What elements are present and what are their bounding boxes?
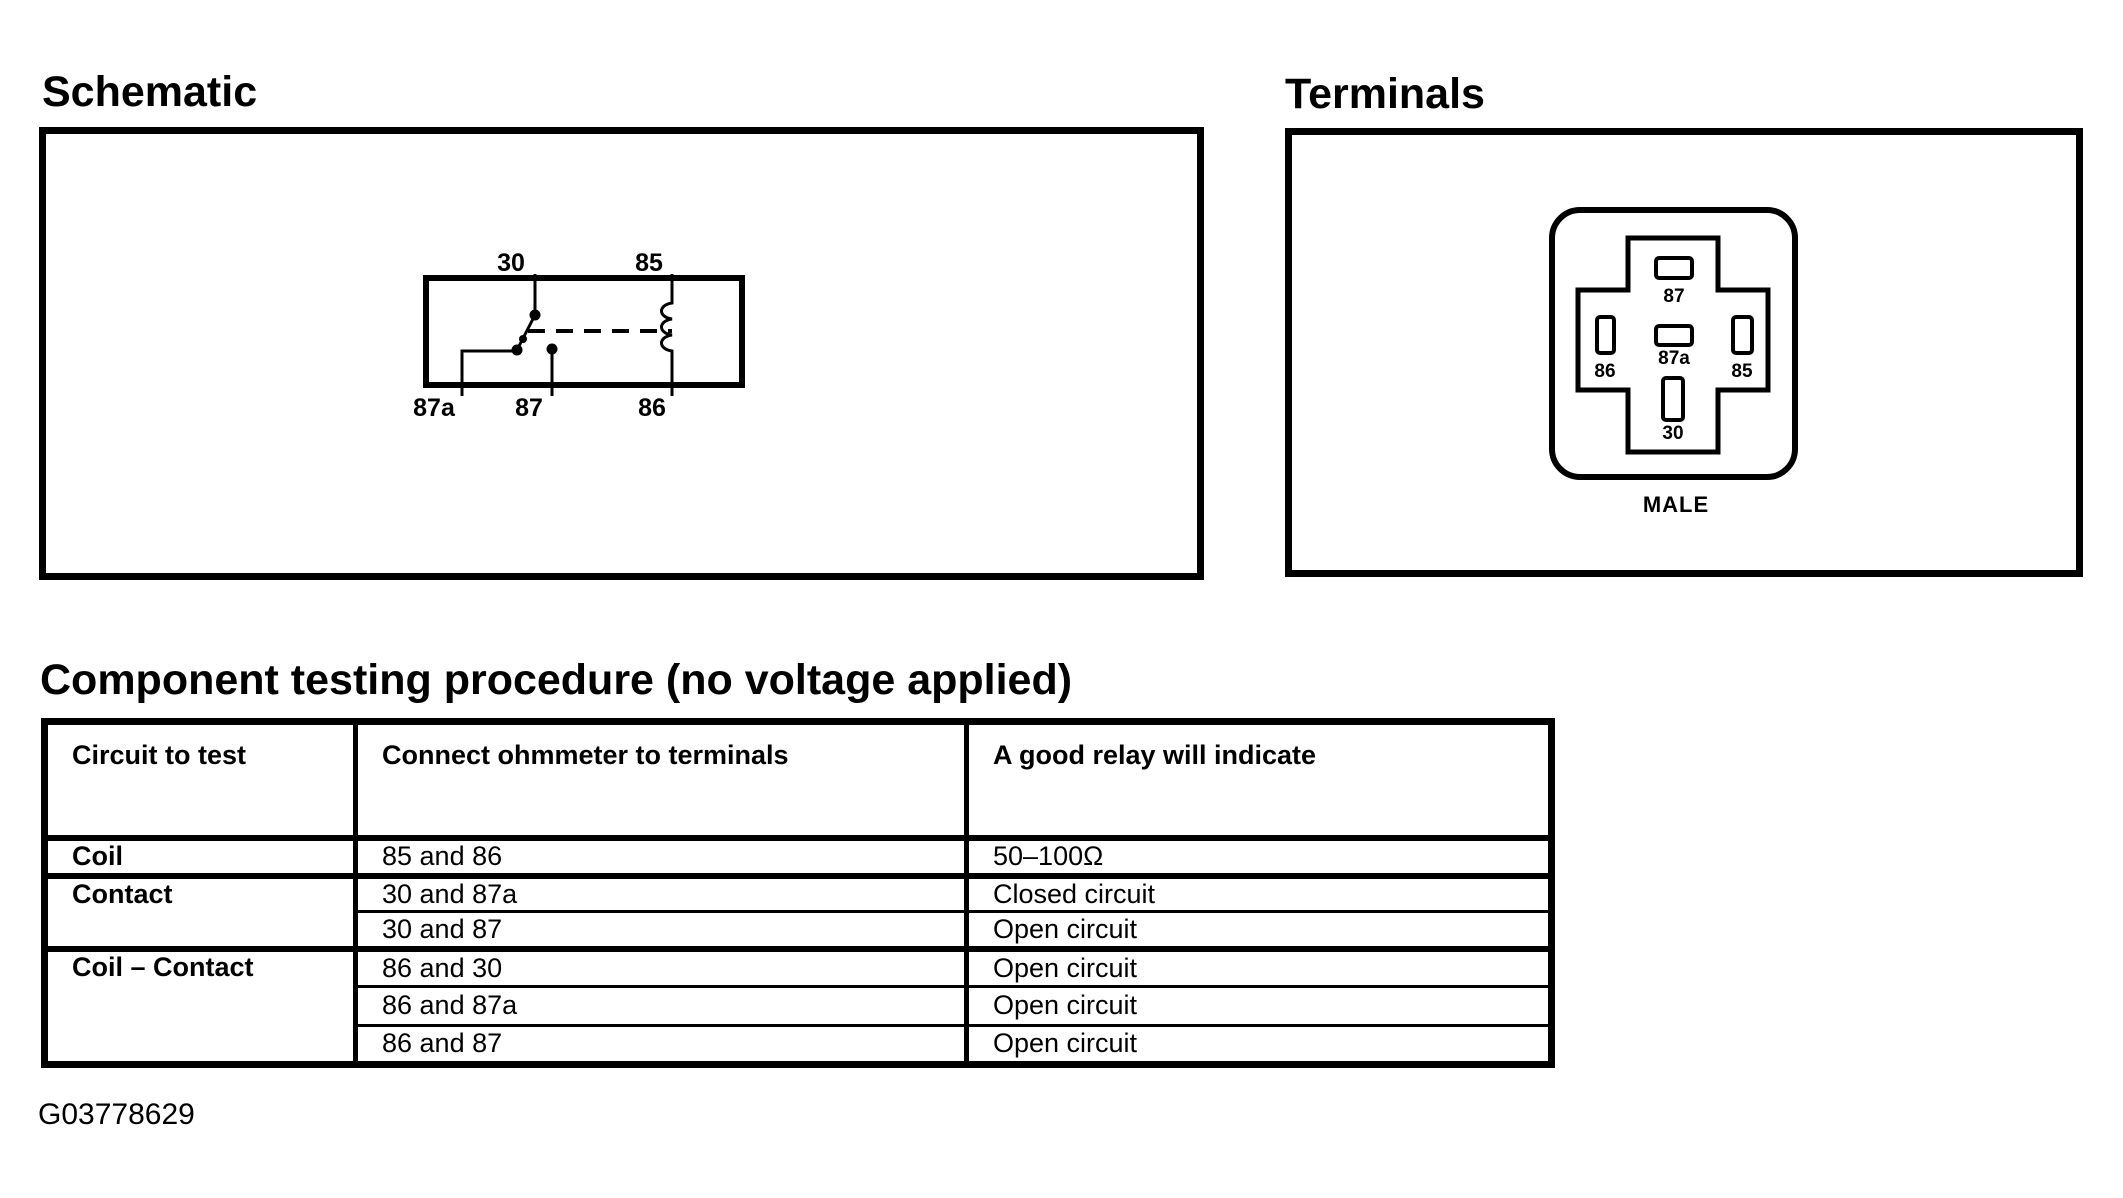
terminal-pin-85 bbox=[1733, 317, 1752, 353]
terminal-pin-86 bbox=[1597, 317, 1614, 353]
col-header-result: A good relay will indicate bbox=[967, 722, 1552, 838]
schematic-pin-87-label: 87 bbox=[515, 394, 543, 422]
schematic-pin-86-label: 86 bbox=[638, 394, 666, 422]
coil-symbol bbox=[662, 274, 673, 396]
table-row-coil-contact-1 bbox=[45, 949, 1552, 986]
testing-section-title: Component testing procedure (no voltage applied) bbox=[40, 656, 1073, 704]
schematic-pin-30-label: 30 bbox=[497, 249, 525, 277]
circuit-cell-contact: Contact bbox=[45, 876, 356, 950]
table-row-coil bbox=[45, 838, 1552, 876]
terminals-cell: 86 and 87a bbox=[356, 986, 967, 1025]
pin-87a-lead bbox=[462, 351, 517, 396]
circuit-cell-coil-contact: Coil – Contact bbox=[45, 949, 356, 1064]
terminals-cell: 86 and 30 bbox=[356, 949, 967, 986]
table-row-contact-1 bbox=[45, 876, 1552, 912]
circuit-cell-coil: Coil bbox=[45, 838, 356, 876]
figure-id: G03778629 bbox=[38, 1098, 195, 1131]
result-cell: 50–100Ω bbox=[967, 838, 1552, 876]
male-connector bbox=[1552, 210, 1795, 517]
col-header-terminals: Connect ohmmeter to terminals bbox=[356, 722, 967, 838]
terminals-cell: 86 and 87 bbox=[356, 1025, 967, 1064]
terminal-label-87: 87 bbox=[1663, 286, 1685, 307]
terminals-section-title: Terminals bbox=[1285, 70, 1485, 118]
col-header-circuit: Circuit to test bbox=[45, 722, 356, 838]
result-cell: Open circuit bbox=[967, 986, 1552, 1025]
relay-schematic bbox=[413, 249, 742, 422]
table-header-row bbox=[45, 722, 1552, 838]
terminal-label-87a: 87a bbox=[1658, 348, 1690, 369]
schematic-pin-85-label: 85 bbox=[635, 249, 663, 277]
result-cell: Open circuit bbox=[967, 911, 1552, 949]
terminal-pin-30 bbox=[1663, 378, 1683, 420]
terminal-label-85: 85 bbox=[1731, 361, 1753, 382]
terminal-label-86: 86 bbox=[1594, 361, 1616, 382]
schematic-pin-87a-label: 87a bbox=[413, 394, 455, 422]
terminals-cell: 30 and 87 bbox=[356, 911, 967, 949]
connector-gender-caption: MALE bbox=[1642, 492, 1710, 517]
terminal-label-30: 30 bbox=[1662, 423, 1684, 444]
terminals-cell: 85 and 86 bbox=[356, 838, 967, 876]
result-cell: Closed circuit bbox=[967, 876, 1552, 912]
terminal-pin-87a bbox=[1656, 326, 1692, 345]
result-cell: Open circuit bbox=[967, 949, 1552, 986]
result-cell: Open circuit bbox=[967, 1025, 1552, 1064]
terminals-cell: 30 and 87a bbox=[356, 876, 967, 912]
testing-procedure-table bbox=[41, 718, 1555, 1068]
switch-arm-dot bbox=[519, 335, 527, 343]
terminal-pin-87 bbox=[1656, 258, 1692, 278]
schematic-section-title: Schematic bbox=[42, 68, 258, 116]
